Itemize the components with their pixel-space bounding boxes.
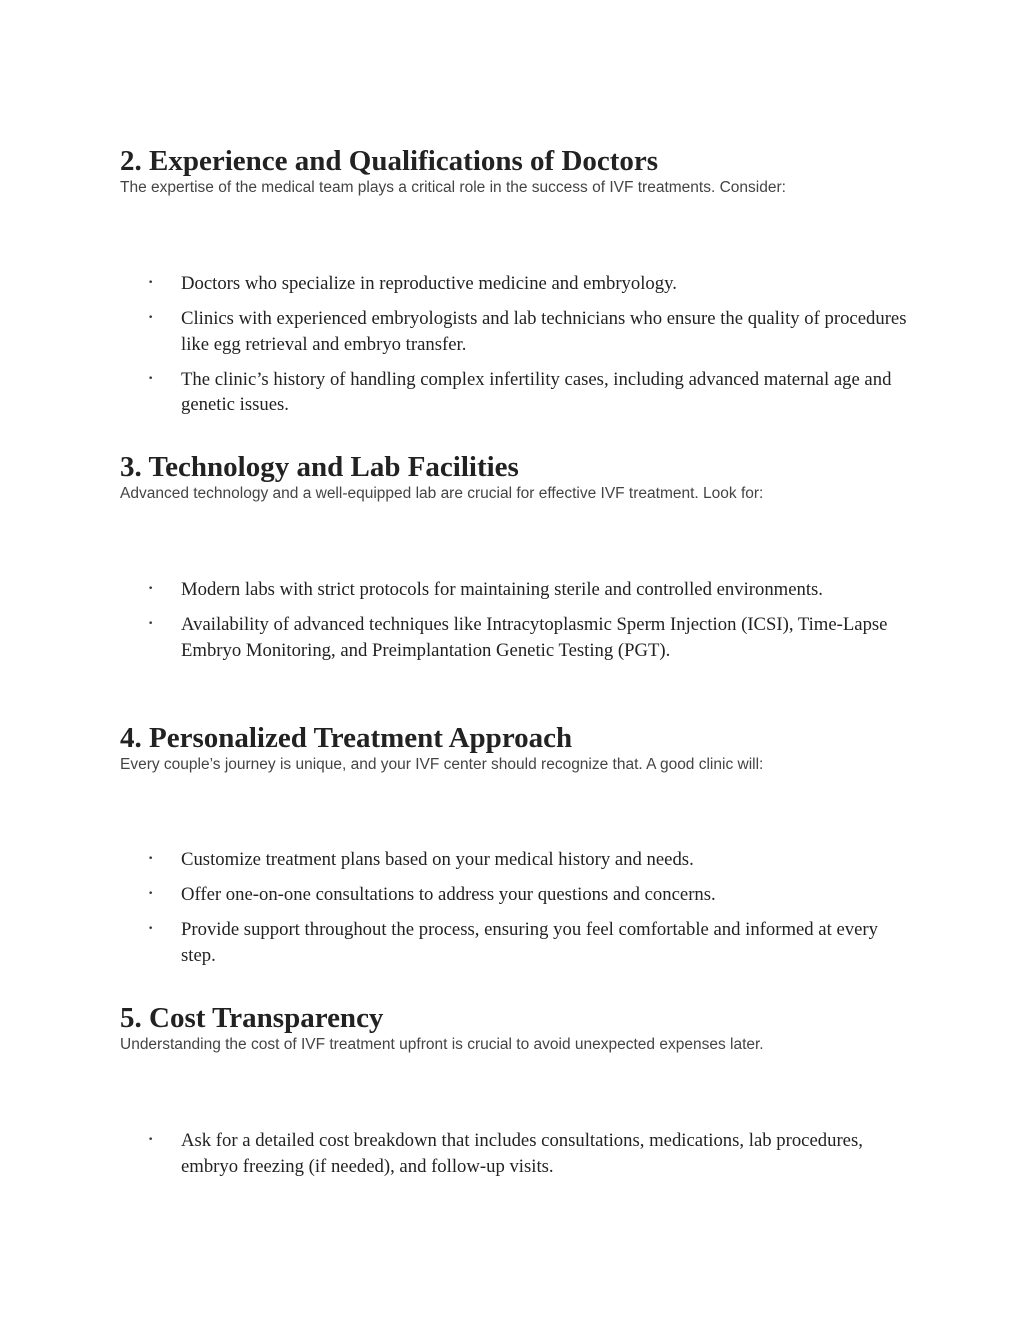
list-item <box>120 577 910 603</box>
bullet-list-cost <box>120 1128 910 1189</box>
bullet-icon: • <box>148 889 154 899</box>
list-item-text: Availability of advanced techniques like Intracytoplasmic Sperm Injection (ICSI), Time-Lapse Embryo Monitoring, and Preimplantation Genetic Testing (PGT). <box>181 614 888 661</box>
section-technology <box>120 450 920 504</box>
list-item <box>120 917 910 968</box>
bullet-icon: • <box>148 619 154 629</box>
list-item <box>120 1128 910 1179</box>
section-intro: Advanced technology and a well-equipped lab are crucial for effective IVF treatment. Look for: <box>120 485 764 502</box>
bullet-icon: • <box>148 373 154 384</box>
bullet-icon: • <box>148 584 154 594</box>
section-intro: The expertise of the medical team plays a critical role in the success of IVF treatments. Consider: <box>120 179 786 196</box>
section-intro: Every couple’s journey is unique, and your IVF center should recognize that. A good clinic will: <box>120 756 764 773</box>
bullet-icon: • <box>148 313 154 323</box>
bullet-list-technology <box>120 577 910 673</box>
section-experience <box>120 144 920 198</box>
list-item <box>120 306 910 357</box>
list-item-text: Customize treatment plans based on your medical history and needs. <box>181 849 694 870</box>
bullet-icon: • <box>148 1135 154 1145</box>
list-item <box>120 271 910 297</box>
list-item-text: Modern labs with strict protocols for maintaining sterile and controlled environments. <box>181 579 823 600</box>
section-heading: 3. Technology and Lab Facilities <box>120 451 519 483</box>
list-item <box>120 847 910 873</box>
bullet-list-personalized <box>120 847 910 978</box>
list-item-text: Clinics with experienced embryologists and lab technicians who ensure the quality of procedures like egg retrieval and embryo transfer. <box>181 308 907 355</box>
bullet-icon: • <box>148 924 154 934</box>
bullet-list-experience <box>120 271 910 427</box>
list-item-text: Provide support throughout the process, ensuring you feel comfortable and informed at every step. <box>181 919 878 966</box>
section-personalized <box>120 721 920 775</box>
list-item <box>120 612 910 663</box>
section-cost <box>120 1001 920 1055</box>
list-item-text: The clinic’s history of handling complex infertility cases, including advanced maternal age and genetic issues. <box>181 368 892 415</box>
list-item <box>120 882 910 908</box>
section-heading: 2. Experience and Qualifications of Doctors <box>120 145 659 177</box>
list-item-text: Offer one-on-one consultations to address your questions and concerns. <box>181 884 716 905</box>
section-intro: Understanding the cost of IVF treatment upfront is crucial to avoid unexpected expenses later. <box>120 1036 764 1053</box>
list-item <box>120 367 910 418</box>
section-heading: 5. Cost Transparency <box>120 1002 384 1034</box>
section-heading: 4. Personalized Treatment Approach <box>120 722 573 754</box>
list-item-text: Doctors who specialize in reproductive medicine and embryology. <box>181 273 677 294</box>
list-item-text: Ask for a detailed cost breakdown that includes consultations, medications, lab procedures, embryo freezing (if needed), and follow-up visits. <box>181 1130 863 1177</box>
bullet-icon: • <box>148 854 154 864</box>
bullet-icon: • <box>148 278 154 288</box>
